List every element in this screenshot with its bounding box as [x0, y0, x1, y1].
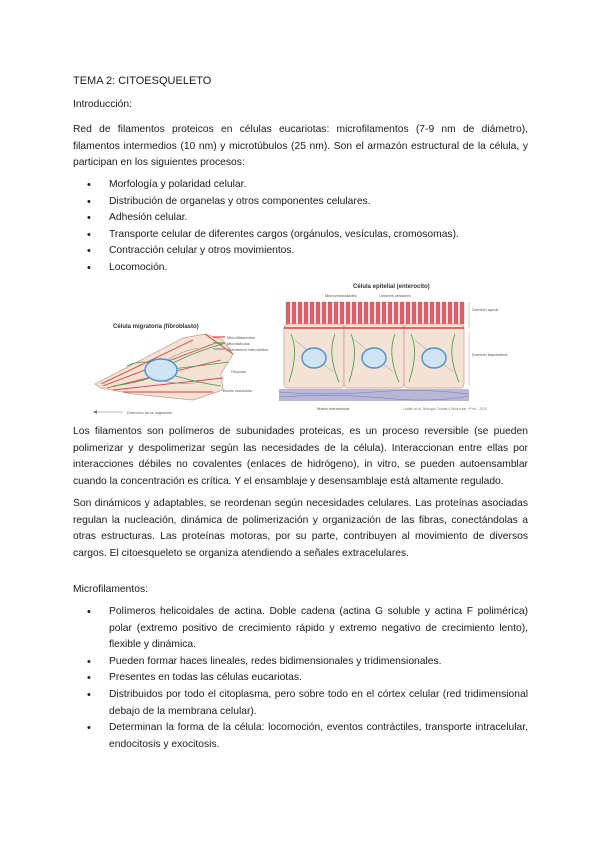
enterocyte-illustration — [279, 284, 507, 411]
uniones-celulares-label: Uniones celulares — [379, 293, 411, 298]
fibroblast-illustration — [93, 324, 268, 415]
figure-source: Lodish et al. Biología Celular y Molecular, 9ª ed., 2023 — [403, 407, 487, 411]
fibroblast-legend — [213, 335, 268, 352]
list-item: • Morfología y polaridad celular. — [73, 177, 528, 194]
arrow-head-icon — [93, 410, 97, 414]
microfilaments-heading: Microfilamentos: — [73, 584, 148, 595]
page-title: TEMA 2: CITOESQUELETO — [73, 75, 212, 87]
list-item: • Transporte celular de diferentes cargos (orgánulos, vesículas, cromosomas). — [73, 227, 528, 244]
enterocyte-nucleus — [422, 348, 446, 368]
fibroblast-nucleus — [145, 359, 177, 381]
dominio-apical-label: Dominio apical — [472, 307, 499, 312]
microvilli — [286, 302, 464, 324]
list-item: • Pueden formar haces lineales, redes bidimensionales y tridimensionales. — [73, 654, 528, 671]
list-item: • Determinan la forma de la célula: locomoción, eventos contráctiles, transporte intracelular, endocitosis y exocitosis. — [73, 720, 528, 753]
microfilament-list — [73, 604, 528, 753]
dominio-basolateral-label: Dominio basolateral — [472, 352, 508, 357]
legend-microtubulos: Microtúbulos — [227, 341, 250, 346]
migration-direction-label: Dirección de la migración — [127, 410, 172, 415]
microvellosidades-label: Microvellosidades — [325, 293, 357, 298]
list-item: • Locomoción. — [73, 260, 528, 277]
filopodio-label: Filópodo — [231, 369, 247, 374]
cytoskeleton-figure — [73, 282, 529, 422]
enterocyte-title: Célula epitelial (enterocito) — [353, 284, 430, 290]
extracellular-matrix — [279, 389, 469, 401]
list-item: • Polímeros helicoidales de actina. Doble cadena (actina G soluble y actina F polimérica) polar (extremo positivo de crecimiento rápido y extremo negativo de crecimiento lento), flexible y dinámica. — [73, 604, 528, 654]
enterocyte-nucleus — [302, 348, 326, 368]
process-list — [73, 177, 528, 277]
list-item: • Presentes en todas las células eucariotas. — [73, 670, 528, 687]
dynamics-paragraph: Son dinámicos y adaptables, se reordenan según necesidades celulares. Las proteínas asociadas regulan la nucleación, dinámica de polimerización y organización de las fibras, conectándolas a otras estructuras. Las proteínas motoras, por su parte, contribuyen al movimiento de diversos cargos. El citoesqueleto se organiza atendiendo a señales extracelulares. — [73, 498, 528, 559]
legend-microfilamentos: Microfilamentos — [227, 335, 256, 340]
list-item: • Contracción celular y otros movimientos. — [73, 243, 528, 260]
list-item: • Distribuidos por todo el citoplasma, pero sobre todo en el córtex celular (red tridimensional debajo de la membrana celular). — [73, 687, 528, 720]
polymer-paragraph: Los filamentos son polímeros de subunidades proteicas, es un proceso reversible (se pueden polimerizar y despolimerizar según las necesidades de la célula). Interaccionan entre ellas por interacciones débiles no covalentes (enlaces de hidrógeno), in vitro, se pueden autoensamblar cuando la concentración es crítica. Y el ensamblaje y desensamblaje está altamente regulado. — [73, 426, 528, 487]
matriz-extracelular-label: Matriz extracelular — [317, 406, 350, 411]
legend-filamentos-intermedios: Filamentos intermedios — [227, 347, 269, 352]
list-item: • Distribución de organelas y otros componentes celulares. — [73, 194, 528, 211]
intro-paragraph: Red de filamentos proteicos en células eucariotas: microfilamentos (7-9 nm de diámetro), filamentos intermedios (10 nm) y microtúbulos (25 nm). Son el armazón estructural de la célula, y participan en los siguientes procesos: — [73, 124, 528, 169]
list-item: • Adhesión celular. — [73, 210, 528, 227]
borde-conductor-label: Borde conductor — [223, 388, 253, 393]
fibroblast-title: Célula migratoria (fibroblasto) — [113, 324, 199, 330]
enterocyte-nucleus — [362, 348, 386, 368]
intro-heading: Introducción: — [73, 99, 132, 110]
